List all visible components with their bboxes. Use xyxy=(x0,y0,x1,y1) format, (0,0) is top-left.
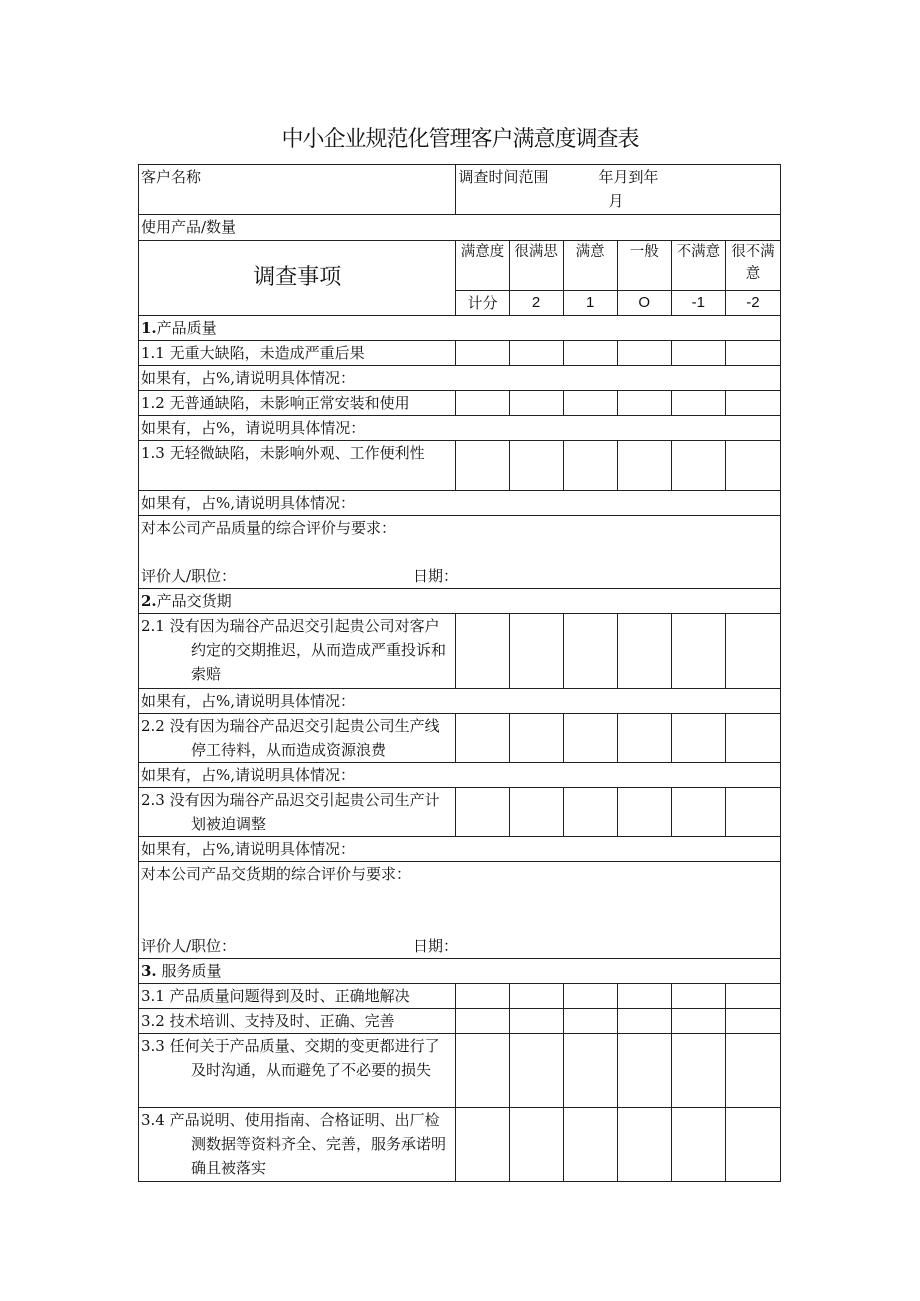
table-row xyxy=(139,614,781,689)
overall-evaluation-1[interactable] xyxy=(139,516,781,589)
rating-cell[interactable] xyxy=(456,788,509,837)
rating-cell[interactable] xyxy=(617,984,671,1009)
rating-cell[interactable] xyxy=(563,1108,617,1182)
rating-cell[interactable] xyxy=(617,391,671,416)
rating-cell[interactable] xyxy=(509,441,563,491)
level-very-dissatisfied: 很不满意 xyxy=(725,241,780,291)
note-2-2[interactable]: 如果有，占%,请说明具体情况： xyxy=(139,763,781,788)
score-very-dissatisfied: -2 xyxy=(725,291,780,316)
rating-cell[interactable] xyxy=(617,441,671,491)
overall-label-1: 对本公司产品质量的综合评价与要求： xyxy=(141,519,397,537)
level-neutral: 一般 xyxy=(617,241,671,291)
rating-cell[interactable] xyxy=(671,391,725,416)
question-2-1: 2.1 没有因为瑞谷产品迟交引起贵公司对客户约定的交期推迟，从而造成严重投诉和索赔 xyxy=(139,614,456,689)
rating-cell[interactable] xyxy=(456,1108,509,1182)
question-3-3: 3.3 任何关于产品质量、交期的变更都进行了及时沟通，从而避免了不必要的损失 xyxy=(139,1034,456,1108)
customer-name-field[interactable] xyxy=(139,165,456,215)
table-row xyxy=(139,984,781,1009)
customer-name-label: 客户名称 xyxy=(141,168,202,186)
rating-cell[interactable] xyxy=(671,1034,725,1108)
rating-cell[interactable] xyxy=(509,1009,563,1034)
section-3-heading: 3. 服务质量 xyxy=(139,959,781,984)
note-1-2[interactable]: 如果有，占%，请说明具体情况： xyxy=(139,416,781,441)
table-row xyxy=(139,341,781,366)
question-3-4: 3.4 产品说明、使用指南、合格证明、出厂检测数据等资料齐全、完善，服务承诺明确且被落实 xyxy=(139,1108,456,1182)
product-qty-field[interactable] xyxy=(139,215,781,241)
rating-cell[interactable] xyxy=(563,341,617,366)
rating-cell[interactable] xyxy=(509,341,563,366)
rating-cell[interactable] xyxy=(563,788,617,837)
rating-cell[interactable] xyxy=(725,441,780,491)
score-header: 计分 xyxy=(456,291,509,316)
question-3-1: 3.1 产品质量问题得到及时、正确地解决 xyxy=(139,984,456,1009)
date-label-1: 日期： xyxy=(413,567,459,585)
section-2-heading: 2.产品交货期 xyxy=(139,589,781,614)
rating-cell[interactable] xyxy=(725,391,780,416)
rating-cell[interactable] xyxy=(671,614,725,689)
rating-cell[interactable] xyxy=(617,788,671,837)
rating-cell[interactable] xyxy=(671,1108,725,1182)
evaluator-label-2: 评价人/职位： xyxy=(141,937,237,955)
rating-cell[interactable] xyxy=(456,391,509,416)
overall-evaluation-2[interactable] xyxy=(139,862,781,959)
satisfaction-header: 满意度 xyxy=(456,241,509,291)
rating-cell[interactable] xyxy=(725,1034,780,1108)
evaluator-label-1: 评价人/职位： xyxy=(141,567,237,585)
rating-cell[interactable] xyxy=(725,788,780,837)
rating-cell[interactable] xyxy=(617,1108,671,1182)
rating-cell[interactable] xyxy=(671,441,725,491)
question-1-2: 1.2 无普通缺陷，未影响正常安装和使用 xyxy=(139,391,456,416)
note-2-3[interactable]: 如果有，占%,请说明具体情况： xyxy=(139,837,781,862)
rating-cell[interactable] xyxy=(456,1034,509,1108)
note-1-1[interactable]: 如果有，占%,请说明具体情况： xyxy=(139,366,781,391)
rating-cell[interactable] xyxy=(617,614,671,689)
date-label-2: 日期： xyxy=(413,937,459,955)
rating-cell[interactable] xyxy=(509,1108,563,1182)
table-row xyxy=(139,1034,781,1108)
rating-cell[interactable] xyxy=(563,441,617,491)
rating-cell[interactable] xyxy=(671,788,725,837)
rating-cell[interactable] xyxy=(509,1034,563,1108)
question-3-2: 3.2 技术培训、支持及时、正确、完善 xyxy=(139,1009,456,1034)
rating-cell[interactable] xyxy=(725,1108,780,1182)
level-very-satisfied: 很满思 xyxy=(509,241,563,291)
rating-cell[interactable] xyxy=(563,984,617,1009)
rating-cell[interactable] xyxy=(509,391,563,416)
table-row xyxy=(139,391,781,416)
time-range-value: 年月到年 xyxy=(598,168,659,186)
rating-cell[interactable] xyxy=(725,614,780,689)
rating-cell[interactable] xyxy=(509,788,563,837)
time-range-value-2: 月 xyxy=(608,192,624,210)
score-very-satisfied: 2 xyxy=(509,291,563,316)
time-range-field[interactable] xyxy=(456,165,781,215)
score-dissatisfied: -1 xyxy=(671,291,725,316)
note-1-3[interactable]: 如果有，占%,请说明具体情况： xyxy=(139,491,781,516)
overall-label-2: 对本公司产品交货期的综合评价与要求： xyxy=(141,865,412,883)
rating-cell[interactable] xyxy=(725,341,780,366)
rating-cell[interactable] xyxy=(617,714,671,763)
rating-cell[interactable] xyxy=(671,984,725,1009)
question-2-3: 2.3 没有因为瑞谷产品迟交引起贵公司生产计划被迫调整 xyxy=(139,788,456,837)
rating-cell[interactable] xyxy=(456,984,509,1009)
rating-cell[interactable] xyxy=(509,714,563,763)
level-satisfied: 满意 xyxy=(563,241,617,291)
rating-cell[interactable] xyxy=(671,1009,725,1034)
rating-cell[interactable] xyxy=(563,614,617,689)
rating-cell[interactable] xyxy=(456,714,509,763)
rating-cell[interactable] xyxy=(509,614,563,689)
rating-cell[interactable] xyxy=(456,341,509,366)
rating-cell[interactable] xyxy=(617,341,671,366)
table-row xyxy=(139,714,781,763)
rating-cell[interactable] xyxy=(617,1034,671,1108)
rating-cell[interactable] xyxy=(725,984,780,1009)
survey-table xyxy=(138,164,781,1182)
rating-cell[interactable] xyxy=(563,391,617,416)
question-1-1: 1.1 无重大缺陷，未造成严重后果 xyxy=(139,341,456,366)
page-title: 中小企业规范化管理客户满意度调查表 xyxy=(281,127,639,152)
score-neutral: O xyxy=(617,291,671,316)
score-satisfied: 1 xyxy=(563,291,617,316)
rating-cell[interactable] xyxy=(563,1034,617,1108)
rating-cell[interactable] xyxy=(617,1009,671,1034)
table-row xyxy=(139,788,781,837)
rating-cell[interactable] xyxy=(456,441,509,491)
table-row xyxy=(139,441,781,491)
item-column-header: 调查事项 xyxy=(139,241,456,316)
rating-cell[interactable] xyxy=(509,984,563,1009)
question-2-2: 2.2 没有因为瑞谷产品迟交引起贵公司生产线停工待料，从而造成资源浪费 xyxy=(139,714,456,763)
rating-cell[interactable] xyxy=(563,714,617,763)
table-row xyxy=(139,1108,781,1182)
section-1-heading: 1.产品质量 xyxy=(139,316,781,341)
rating-cell[interactable] xyxy=(671,341,725,366)
table-row xyxy=(139,1009,781,1034)
question-1-3: 1.3 无轻微缺陷，未影响外观、工作便利性 xyxy=(139,441,456,491)
rating-cell[interactable] xyxy=(456,614,509,689)
level-dissatisfied: 不满意 xyxy=(671,241,725,291)
rating-cell[interactable] xyxy=(725,1009,780,1034)
rating-cell[interactable] xyxy=(725,714,780,763)
rating-cell[interactable] xyxy=(671,714,725,763)
rating-cell[interactable] xyxy=(563,1009,617,1034)
time-range-label: 调查时间范围 xyxy=(458,168,549,186)
product-qty-label: 使用产品/数量 xyxy=(141,218,237,236)
note-2-1[interactable]: 如果有，占%,请说明具体情况： xyxy=(139,689,781,714)
rating-cell[interactable] xyxy=(456,1009,509,1034)
